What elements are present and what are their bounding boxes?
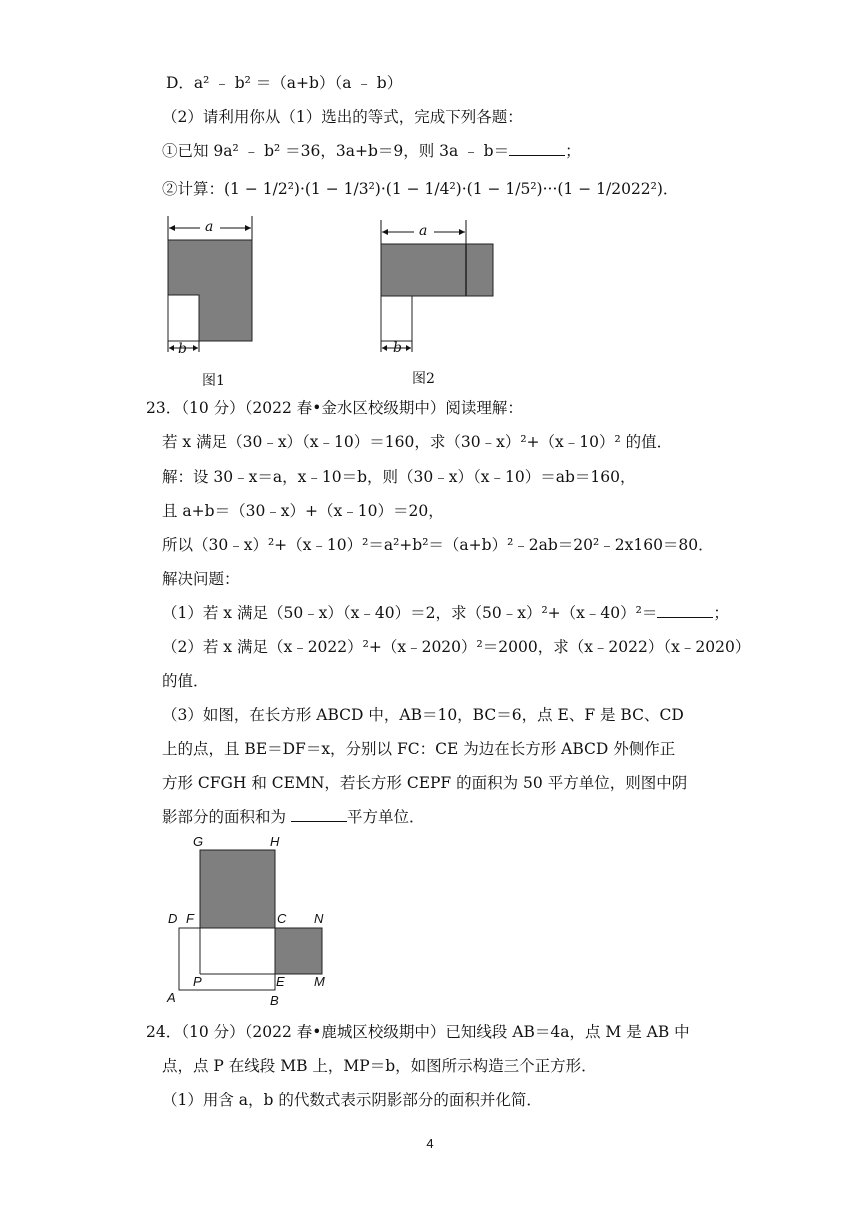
fig1-label-a: a — [205, 219, 214, 235]
q23-line1: 若 x 满足（30﹣x）（x﹣10）＝160，求（30﹣x）²+（x﹣10）² 的值． — [162, 433, 673, 451]
label-e: E — [276, 974, 285, 989]
q23-line3: 且 a+b＝（30﹣x）+（x﹣10）＝20， — [162, 502, 444, 520]
q23-line2: 解：设 30﹣x＝a，x﹣10＝b，则（30﹣x）（x﹣10）＝ab＝160， — [162, 468, 636, 486]
page-number: 4 — [426, 1136, 434, 1151]
q23-line4: 所以（30﹣x）²+（x﹣10）²＝a²+b²＝（a+b）²﹣2ab＝20²﹣2x160＝80． — [162, 536, 714, 554]
q23-line5: 解决问题： — [162, 570, 240, 588]
q24-line2: （1）用含 a，b 的代数式表示阴影部分的面积并化简． — [162, 1091, 542, 1109]
fig2-label-a: a — [419, 223, 428, 239]
label-f: F — [186, 911, 194, 926]
q24-header: 24．（10 分）（2022 春•鹿城区校级期中）已知线段 AB＝4a，点 M 是 AB 中 — [146, 1023, 690, 1041]
label-m: M — [314, 974, 325, 989]
label-p: P — [193, 974, 202, 989]
answer-blank — [291, 807, 347, 822]
fig2-caption: 图2 — [412, 371, 435, 387]
label-n: N — [314, 911, 324, 926]
label-c: C — [277, 911, 287, 926]
q23-part3-d-post: 平方单位． — [346, 808, 425, 826]
q22-sub2: ②计算：(1 − 1/2²)·(1 − 1/3²)·(1 − 1/4²)·(1 − 1/5²)···(1 − 1/2022²)． — [162, 180, 679, 198]
q22-sub1 — [162, 140, 581, 162]
answer-blank — [509, 141, 565, 156]
figure-1 — [160, 212, 270, 357]
q23-part2-b: 的值． — [162, 672, 209, 690]
q22-sub1-text: ①已知 9a² ﹣ b² ＝36，3a+b＝9，则 3a ﹣ b＝ — [162, 142, 510, 160]
q23-part3-d-pre: 影部分的面积和为 — [162, 808, 287, 826]
q23-part1-text: （1）若 x 满足（50﹣x）（x﹣40）＝2，求（50﹣x）²+（x﹣40）²＝ — [162, 604, 658, 622]
q22-sub1-end: ； — [565, 142, 581, 160]
q23-part1 — [162, 602, 729, 624]
label-d: D — [168, 911, 178, 926]
label-g: G — [193, 834, 204, 849]
q23-part1-end: ； — [713, 604, 729, 622]
answer-blank — [657, 603, 713, 618]
q23-header: 23．（10 分）（2022 春•金水区校级期中）阅读理解： — [146, 399, 523, 417]
q24-line1: 点，点 P 在线段 MB 上，MP＝b，如图所示构造三个正方形． — [162, 1057, 597, 1075]
q23-part3-d — [162, 806, 424, 828]
figure-2 — [374, 216, 499, 356]
q23-part3-c: 方形 CFGH 和 CEMN，若长方形 CEPF 的面积为 50 平方单位，则图中阴 — [162, 774, 688, 792]
q23-part3-b: 上的点，且 BE＝DF＝x，分别以 FC：CE 为边在长方形 ABCD 外侧作正 — [162, 740, 676, 758]
q23-part3-a: （3）如图，在长方形 ABCD 中，AB＝10，BC＝6，点 E、F 是 BC、CD — [162, 706, 684, 724]
fig1-caption: 图1 — [202, 373, 225, 389]
fig1-label-b: b — [178, 341, 187, 357]
q23-part2-a: （2）若 x 满足（x﹣2022）²+（x﹣2020）²＝2000，求（x﹣2022）（x﹣2020） — [162, 638, 751, 656]
label-b: B — [270, 993, 279, 1008]
label-a: A — [167, 990, 176, 1005]
q22-part2: （2）请利用你从（1）选出的等式，完成下列各题： — [162, 108, 523, 126]
label-h: H — [270, 834, 280, 849]
q22-option-d: D．a² ﹣ b² ＝（a+b）（a ﹣ b） — [166, 74, 403, 92]
fig2-label-b: b — [393, 340, 402, 356]
